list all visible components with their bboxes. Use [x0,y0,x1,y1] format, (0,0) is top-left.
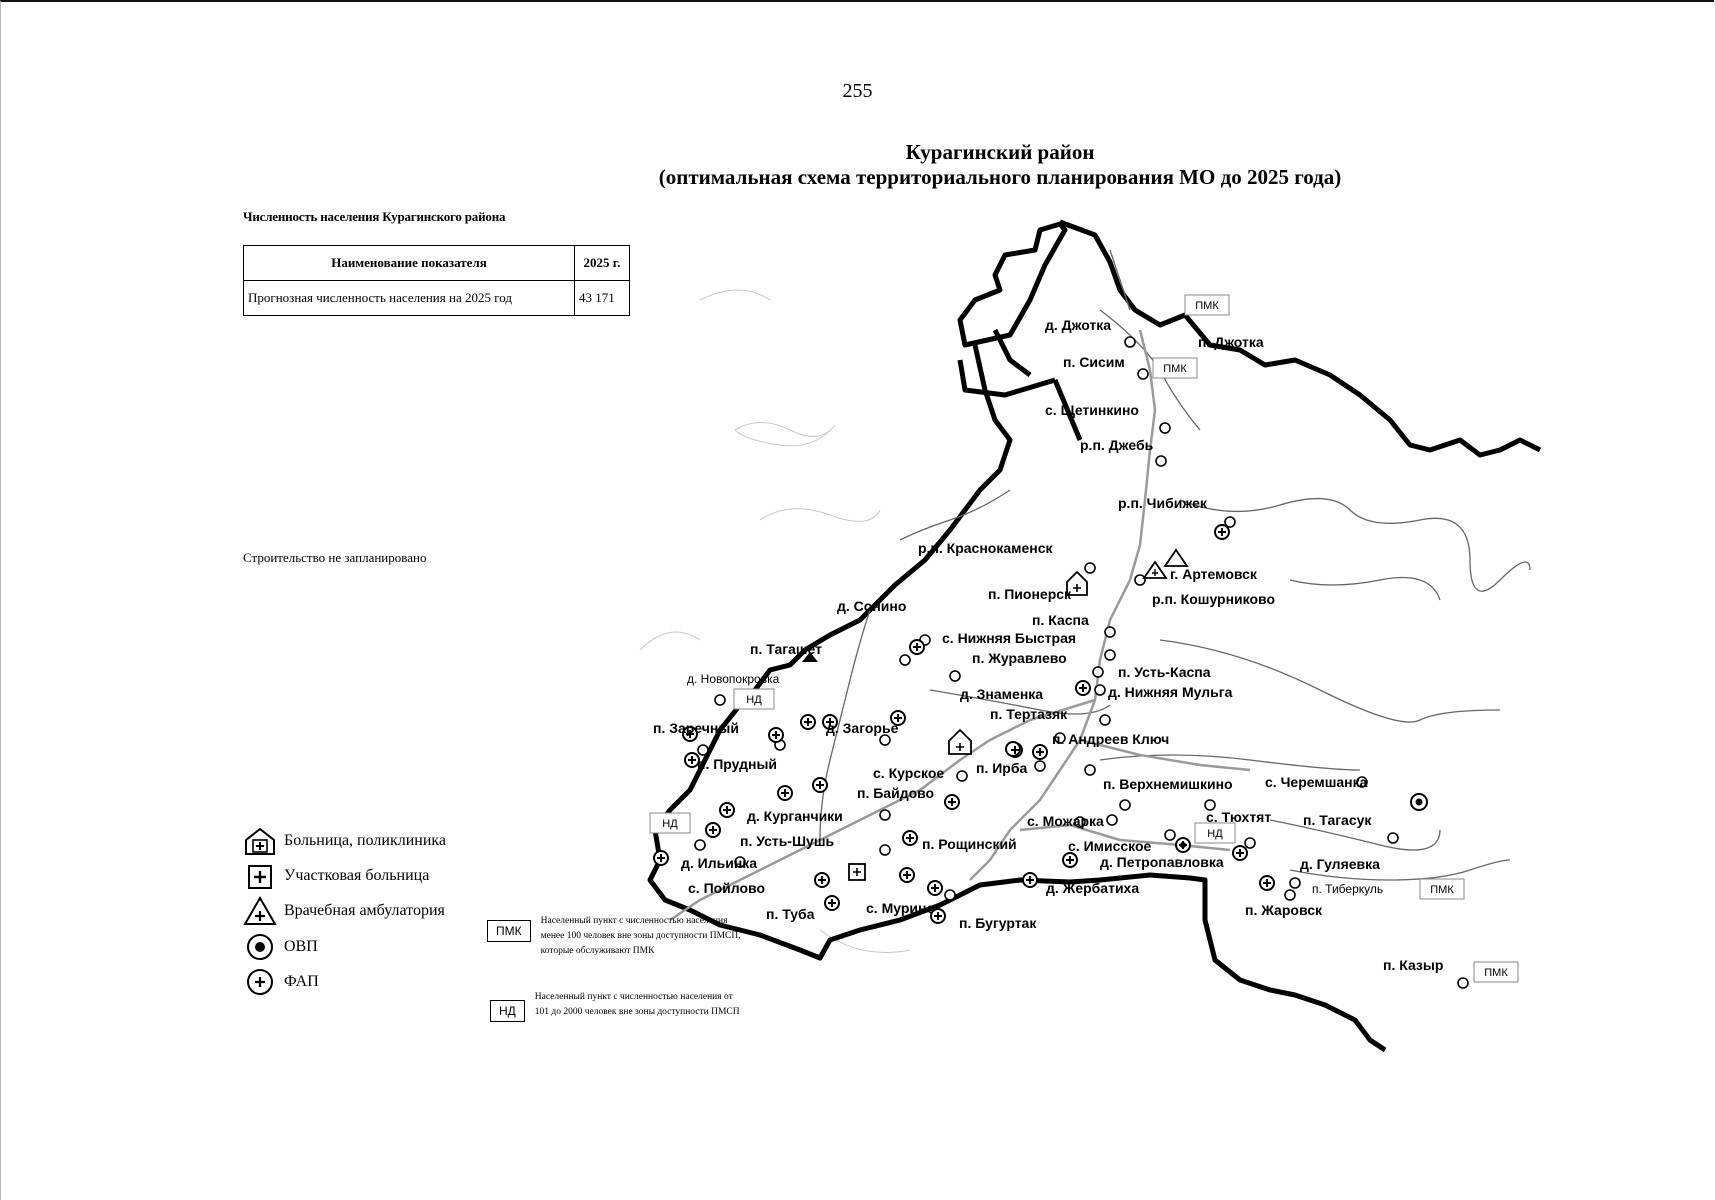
legend-item-hospital [242,826,446,856]
place-label: д. Курганчики [747,808,843,824]
pmk-note-text: Населенный пункт с численностью населения менее 100 человек вне зоны доступности ПМСП, которые обслуживают ПМК [540,916,741,956]
place-label: п. Бугуртак [959,915,1037,931]
pmk-note-tag: ПМК [487,920,531,942]
place-label: п. Джотка [1198,334,1264,350]
place-label: п. Усть-Шушь [740,833,835,849]
place-label: д. Нижняя Мульга [1108,684,1233,700]
title-line-2: (оптимальная схема территориального планирования МО до 2025 года) [658,165,1342,189]
place-labels [653,317,1443,973]
title-line-1: Курагинский район [905,140,1095,164]
place-label: д. Новопокровка [687,672,780,686]
legend-item-ovp [242,932,318,962]
place-label: с. Имисское [1068,838,1152,854]
place-label: п. Заречный [653,720,739,736]
place-label: р.п. Джебь [1080,437,1154,453]
place-label: п. Тагасук [1303,812,1372,828]
place-label: п. Рощинский [922,836,1017,852]
legend-label: ОВП [284,938,318,955]
legend-item-outpatient-clinic [242,896,445,926]
place-label: с. Пойлово [688,880,766,896]
place-label: п. Тертазяк [990,706,1068,722]
place-label: д. Загорье [826,720,899,736]
hospital-icon [949,730,971,754]
place-label: д. Сонино [837,598,907,614]
outpatient-clinic-icon [242,896,278,926]
place-label: п. Каспа [1032,612,1089,628]
place-label: д. Жербатиха [1046,880,1140,896]
hospital-icon [242,826,278,856]
page-number: 255 [842,80,873,102]
legend-label: Участковая больница [284,867,430,884]
district-hospital-markers [849,864,865,880]
place-label: п. Тагашет [750,641,822,657]
pmk-tag [1153,358,1197,378]
place-label: д. Ильинка [681,855,758,871]
place-label: г. Артемовск [1170,566,1257,582]
svg-text:НД: НД [662,818,678,830]
nd-tag [734,689,774,709]
roads [670,330,1250,920]
place-label: п. Жаровск [1245,902,1322,918]
place-label: п. Андреев Ключ [1052,731,1170,747]
place-label: д. Джотка [1045,317,1112,333]
place-label: п. Ирба [976,760,1028,776]
place-label: р.п. Чибижек [1118,495,1207,511]
place-label: д. Гуляевка [1300,856,1380,872]
place-label: п. Усть-Каспа [1118,664,1211,680]
place-label: с. Черемшанка [1265,774,1368,790]
place-label: с. Курское [873,765,945,781]
place-label: с. Тюхтят [1206,809,1272,825]
place-label: с. Нижняя Быстрая [942,630,1077,646]
svg-text:ПМК: ПМК [1484,967,1508,979]
legend-label: Врачебная амбулатория [284,902,445,919]
legend-label: Больница, поликлиника [284,832,447,849]
nd-tag [650,813,690,833]
place-label: п. Байдово [857,785,935,801]
legend-item-fap [242,967,319,997]
legend-label: ФАП [284,973,319,990]
place-label: п. Прудный [697,756,778,772]
pmk-tag [1185,295,1229,315]
legend-item-district-hospital [242,861,429,891]
nd-tag [1195,823,1235,843]
place-label: п. Сисим [1063,354,1125,370]
place-label: с. Мурино [866,900,935,916]
place-label: д. Знаменка [960,686,1044,702]
place-label: р.п. Краснокаменск [918,540,1053,556]
population-caption: Численность населения Курагинского района [243,209,506,224]
table-cell-value: 43 171 [575,281,630,316]
pmk-tag [1474,962,1518,982]
district-hospital-icon [242,861,278,891]
place-label: с. Щетинкино [1045,402,1139,418]
place-label: п. Пионерск [988,586,1072,602]
place-label: р.п. Кошурниково [1152,591,1276,607]
fap-icon [242,967,278,997]
svg-text:НД: НД [746,694,762,706]
place-label: п. Верхнемишкино [1103,776,1233,792]
place-label: д. Петропавловка [1100,854,1224,870]
table-header-indicator: Наименование показателя [244,246,575,281]
svg-text:ПМК: ПМК [1163,363,1187,375]
place-label: п. Тиберкуль [1312,882,1384,896]
place-label: с. Можарка [1027,813,1104,829]
svg-text:ПМК: ПМК [1430,884,1454,896]
place-label: п. Журавлево [972,650,1067,666]
table-header-year: 2025 г. [575,246,630,281]
nd-note [490,992,745,1022]
svg-text:НД: НД [1207,828,1223,840]
nd-note-tag: НД [490,1000,525,1022]
pmk-tag [1420,879,1464,899]
background-contours [640,290,910,953]
place-label: п. Туба [766,906,815,922]
ovp-icon [242,932,278,962]
svg-text:ПМК: ПМК [1195,300,1219,312]
construction-note: Строительство не запланировано [243,550,427,565]
pmk-note [487,916,751,959]
nd-note-text: Населенный пункт с численностью населения от 101 до 2000 человек вне зоны доступности ПМСП [534,992,740,1017]
district-boundary [650,222,1540,1050]
table-cell-indicator: Прогнозная численность населения на 2025 год [244,281,575,316]
place-label: п. Казыр [1383,957,1444,973]
